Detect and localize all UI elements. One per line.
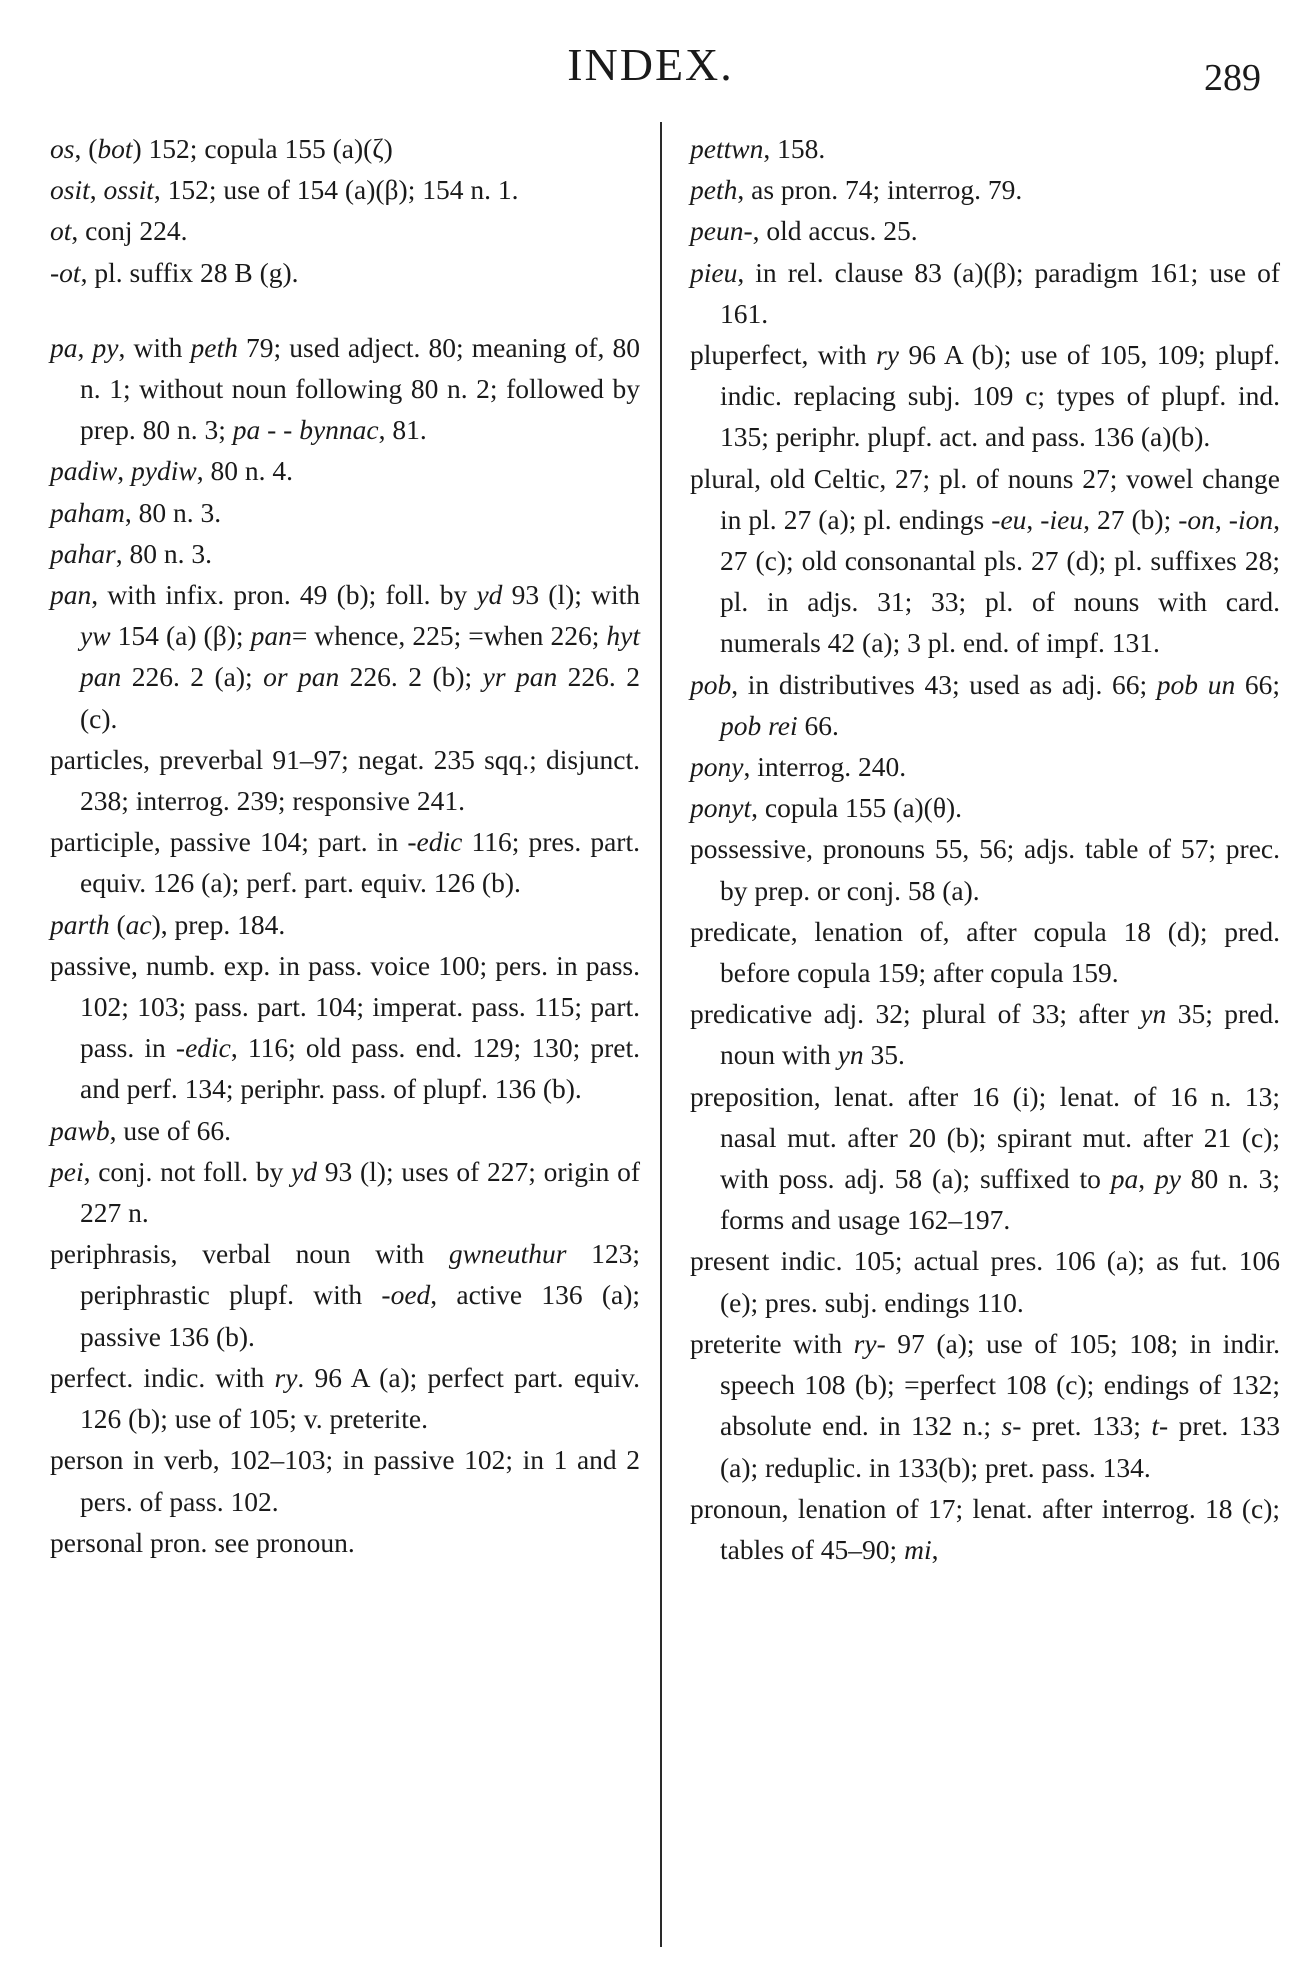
index-entry: -ot, pl. suffix 28 B (g). xyxy=(50,256,299,288)
index-entry: peth, as pron. 74; interrog. 79. xyxy=(690,174,1023,206)
index-entry: pawb, use of 66. xyxy=(50,1114,232,1146)
index-entry: periphrasis, verbal noun with gwneuthur 123; periphrastic plupf. with -oed, active 136 (a); passive 136 (b). xyxy=(50,1238,641,1352)
index-entry: pluperfect, with ry 96 A (b); use of 105, 109; plupf. indic. replacing subj. 109 c; types of plupf. ind. 135; periphr. plupf. act. and pass. 136 (a)(b). xyxy=(690,339,1280,453)
index-entry: pa, py, with peth 79; used adject. 80; meaning of, 80 n. 1; without noun following 80 n. 2; followed by prep. 80 n. 3; pa - - bynnac, 81. xyxy=(50,331,641,446)
index-entry: pahar, 80 n. 3. xyxy=(50,537,212,569)
index-entry: pieu, in rel. clause 83 (a)(β); paradigm 161; use of 161. xyxy=(690,256,1280,329)
column-divider xyxy=(660,122,662,1947)
index-entry: peun-, old accus. 25. xyxy=(690,215,918,247)
index-entry: participle, passive 104; part. in -edic 116; pres. part. equiv. 126 (a); perf. part. equiv. 126 (b). xyxy=(50,826,640,899)
index-entry: possessive, pronouns 55, 56; adjs. table of 57; prec. by prep. or conj. 58 (a). xyxy=(690,833,1280,906)
page-number: 289 xyxy=(1204,57,1261,99)
index-entry: predicate, lenation of, after copula 18 (d); pred. before copula 159; after copula 159. xyxy=(690,915,1280,989)
right-column xyxy=(690,128,1280,1570)
left-column xyxy=(50,128,640,1563)
index-entry: parth (ac), prep. 184. xyxy=(50,908,286,940)
index-entry: pony, interrog. 240. xyxy=(690,751,907,783)
index-entry: os, (bot) 152; copula 155 (a)(ζ) xyxy=(50,133,393,164)
page-title: INDEX. xyxy=(567,39,734,90)
index-entry: osit, ossit, 152; use of 154 (a)(β); 154 n. 1. xyxy=(50,174,519,206)
index-entry: person in verb, 102–103; in passive 102; in 1 and 2 pers. of pass. 102. xyxy=(50,1444,640,1517)
index-entry: ot, conj 224. xyxy=(50,215,188,247)
index-entry: present indic. 105; actual pres. 106 (a); as fut. 106 (e); pres. subj. endings 110. xyxy=(690,1245,1280,1318)
index-entry: pan, with infix. pron. 49 (b); foll. by yd 93 (l); with yw 154 (a) (β); pan= whence, 225; =when 226; hyt pan 226. 2 (a); or pan 226. 2 (b); yr pan 226. 2 (c). xyxy=(50,579,641,734)
index-entry: ponyt, copula 155 (a)(θ). xyxy=(690,792,963,824)
index-entry: personal pron. see pronoun. xyxy=(50,1526,355,1558)
index-entry: padiw, pydiw, 80 n. 4. xyxy=(50,455,293,487)
index-entry: pettwn, 158. xyxy=(690,133,826,164)
index-entry: pronoun, lenation of 17; lenat. after interrog. 18 (c); tables of 45–90; mi, xyxy=(690,1492,1280,1565)
index-entry: particles, preverbal 91–97; negat. 235 sqq.; disjunct. 238; interrog. 239; responsive 241. xyxy=(50,743,640,817)
index-entry: predicative adj. 32; plural of 33; after yn 35; pred. noun with yn 35. xyxy=(690,998,1280,1071)
index-entry: paham, 80 n. 3. xyxy=(50,496,222,528)
index-entry: pei, conj. not foll. by yd 93 (l); uses of 227; origin of 227 n. xyxy=(50,1155,640,1229)
index-entry: plural, old Celtic, 27; pl. of nouns 27; vowel change in pl. 27 (a); pl. endings -eu, -ieu, 27 (b); -on, -ion, 27 (c); old consonantal pls. 27 (d); pl. suffixes 28; pl. in adjs. 31; 33; pl. of nouns with card. numerals 42 (a); 3 pl. end. of impf. 131. xyxy=(690,462,1280,659)
index-entry: passive, numb. exp. in pass. voice 100; pers. in pass. 102; 103; pass. part. 104; imperat. pass. 115; part. pass. in -edic, 116; old pass. end. 129; 130; pret. and perf. 134; periphr. pass. of plupf. 136 (b). xyxy=(50,949,640,1105)
index-entry: preposition, lenat. after 16 (i); lenat. of 16 n. 13; nasal mut. after 20 (b); spirant mut. after 21 (c); with poss. adj. 58 (a); suffixed to pa, py 80 n. 3; forms and usage 162–197. xyxy=(690,1080,1281,1236)
index-entry: perfect. indic. with ry. 96 A (a); perfect part. equiv. 126 (b); use of 105; v. preterite. xyxy=(50,1361,641,1435)
index-entry: pob, in distributives 43; used as adj. 66; pob un 66; pob rei 66. xyxy=(690,668,1280,741)
index-entry: preterite with ry- 97 (a); use of 105; 108; in indir. speech 108 (b); =perfect 108 (c); endings of 132; absolute end. in 132 n.; s- pret. 133; t- pret. 133 (a); reduplic. in 133(b); pret. pass. 134. xyxy=(690,1327,1280,1483)
page-header xyxy=(0,30,1301,100)
